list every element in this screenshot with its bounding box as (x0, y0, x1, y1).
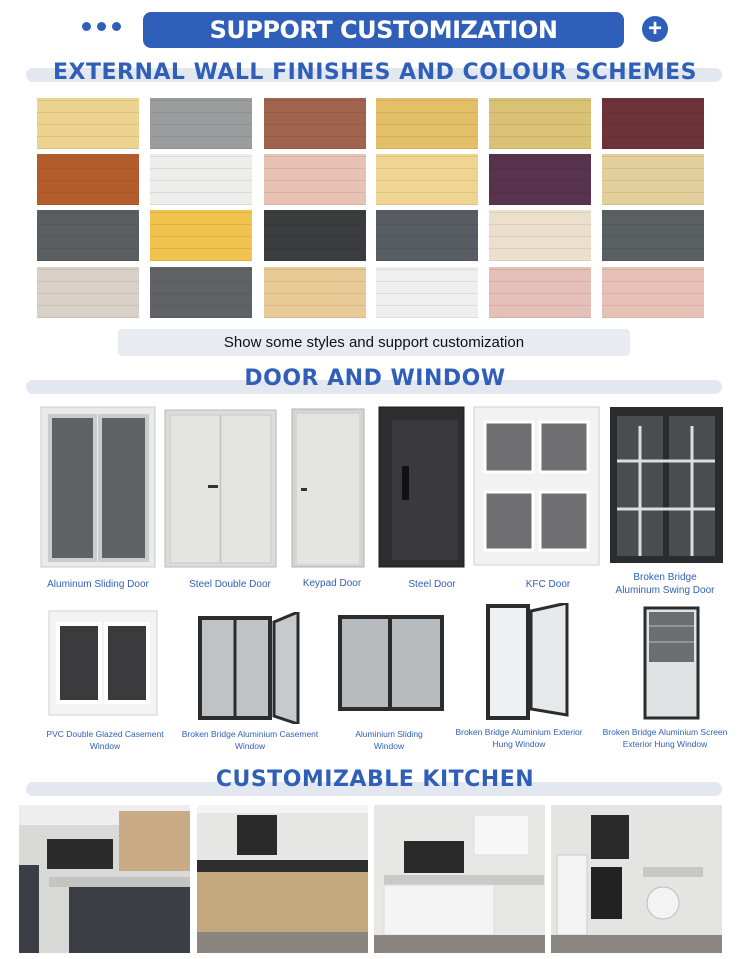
aluminum-sliding-door-image (40, 406, 156, 568)
plus-icon[interactable]: + (642, 16, 668, 42)
door-label: KFC Door (525, 579, 571, 590)
swing-door-image (609, 406, 724, 564)
wall-swatch (37, 267, 139, 318)
window-label: Broken Bridge Aluminium Exterior Hung Window (455, 727, 583, 749)
wall-swatch (602, 210, 704, 261)
sliding-window-image (338, 615, 444, 711)
door-label: Aluminum Sliding Door (47, 579, 149, 590)
pvc-casement-window-image (48, 610, 158, 716)
wall-swatch (150, 154, 252, 205)
door-label: Steel Double Door (189, 579, 271, 590)
door-label: Steel Door (408, 579, 456, 590)
decorative-dots-icon (82, 22, 124, 34)
wall-swatch (376, 210, 478, 261)
window-label: Broken Bridge Aluminium Casement Window (181, 729, 319, 751)
wall-swatch (37, 98, 139, 149)
wall-swatch (489, 154, 591, 205)
wall-swatch (37, 154, 139, 205)
wall-swatch (376, 98, 478, 149)
kitchen-section-title: CUSTOMIZABLE KITCHEN (215, 767, 535, 792)
casement-window-image (198, 612, 302, 724)
door-label: Keypad Door (302, 578, 362, 589)
wall-swatch (489, 98, 591, 149)
window-label: Aluminium Sliding Window (355, 729, 423, 751)
wall-swatch (264, 154, 366, 205)
wall-swatch (150, 267, 252, 318)
wall-section-title: EXTERNAL WALL FINISHES AND COLOUR SCHEMES (53, 60, 697, 85)
wall-swatch (376, 267, 478, 318)
wall-swatch (602, 98, 704, 149)
steel-double-door-image (164, 409, 277, 568)
door-label: Broken Bridge Aluminum Swing Door (615, 572, 715, 596)
kitchen-photo-4 (551, 805, 722, 953)
wall-swatch (376, 154, 478, 205)
wall-swatch (264, 267, 366, 318)
wall-swatch (150, 98, 252, 149)
screen-hung-window-image (643, 606, 700, 720)
window-label: Broken Bridge Aluminium Screen Exterior Hung Window (602, 727, 728, 749)
wall-swatch (150, 210, 252, 261)
wall-swatch (489, 210, 591, 261)
kitchen-photo-3 (374, 805, 545, 953)
support-customization-banner: SUPPORT CUSTOMIZATION (143, 12, 624, 48)
steel-door-image (378, 406, 465, 568)
wall-swatch (37, 210, 139, 261)
window-label: PVC Double Glazed Casement Window (46, 729, 164, 751)
wall-swatch (264, 98, 366, 149)
kfc-door-image (473, 406, 600, 566)
kitchen-photo-2 (197, 805, 368, 953)
wall-caption: Show some styles and support customization (118, 329, 630, 356)
keypad-door-image (291, 408, 365, 568)
exterior-hung-window-image (485, 603, 569, 721)
wall-swatch (602, 267, 704, 318)
wall-swatch (264, 210, 366, 261)
kitchen-photo-1 (19, 805, 190, 953)
wall-swatch (489, 267, 591, 318)
wall-swatch (602, 154, 704, 205)
door-section-title: DOOR AND WINDOW (244, 366, 506, 391)
